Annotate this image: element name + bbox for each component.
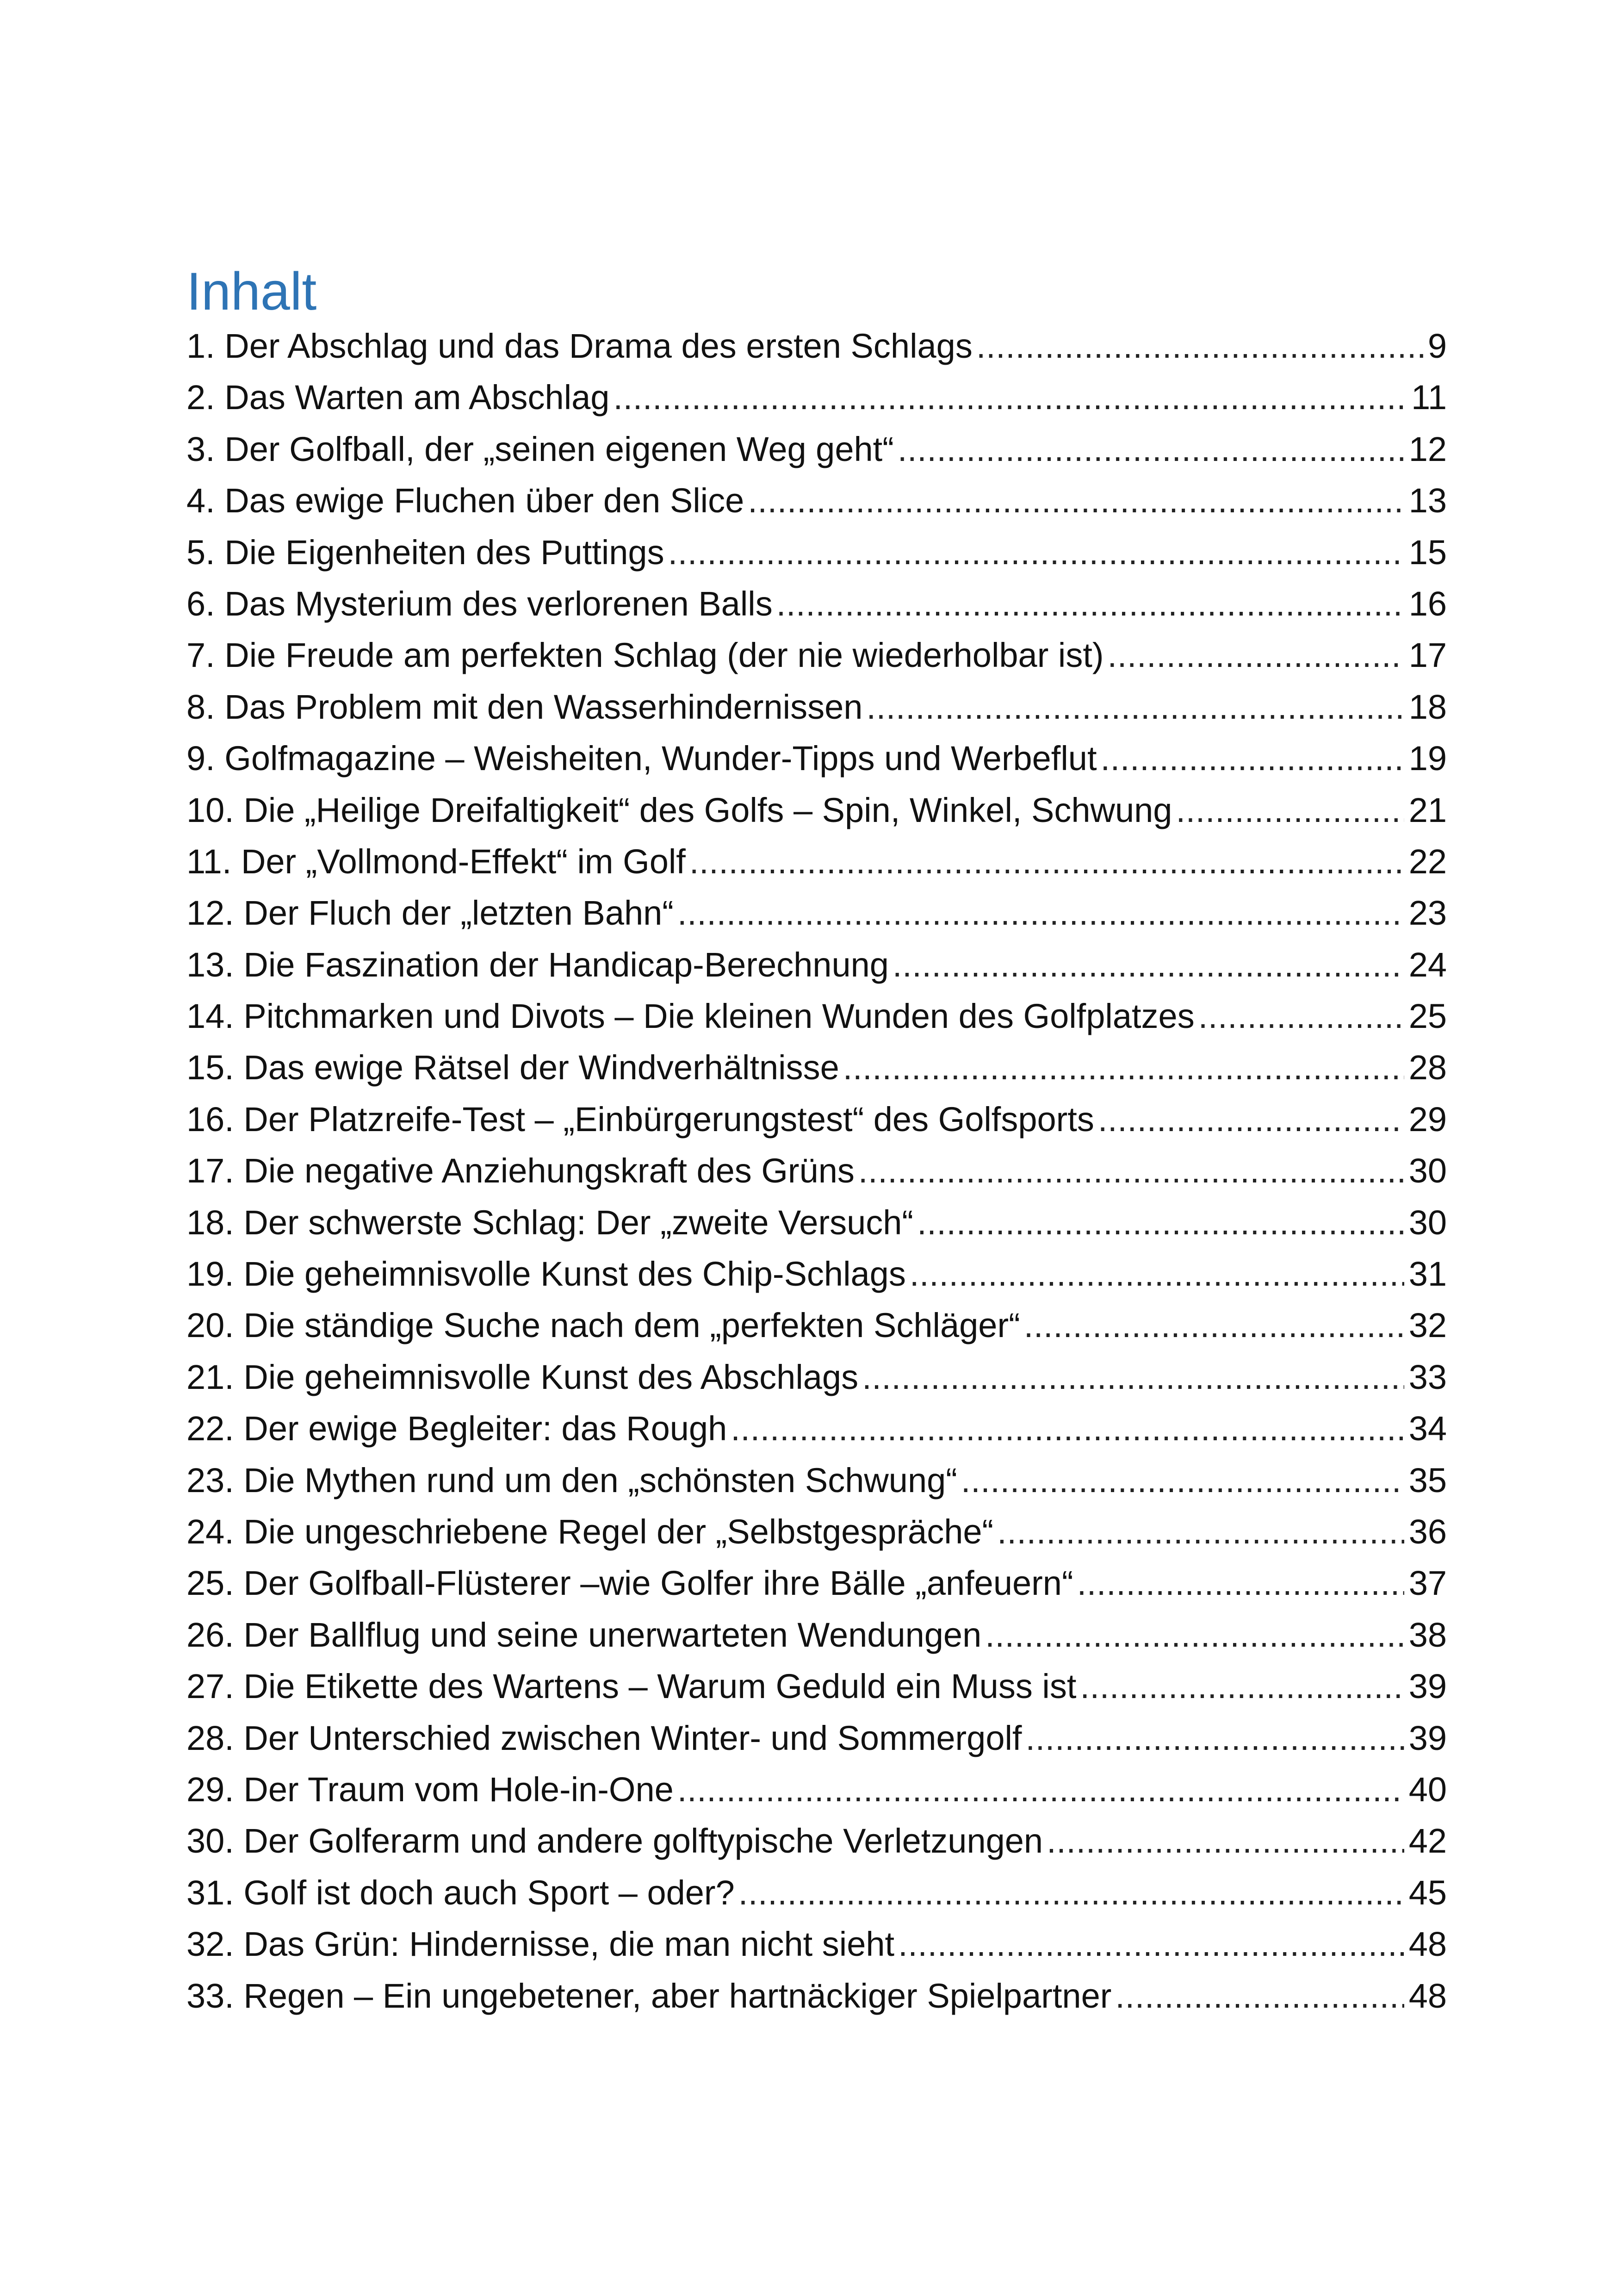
toc-entry-title: 28. Der Unterschied zwischen Winter- und Sommergolf bbox=[186, 1718, 1022, 1757]
toc-entry[interactable] bbox=[186, 475, 1447, 526]
toc-entry-title: 17. Die negative Anziehungskraft des Grüns bbox=[186, 1151, 855, 1190]
toc-dot-leader bbox=[898, 1918, 1404, 1970]
toc-dot-leader bbox=[1108, 629, 1404, 681]
toc-entry-title: 9. Golfmagazine – Weisheiten, Wunder-Tipps und Werbeflut bbox=[186, 739, 1097, 778]
toc-entry-page-number: 35 bbox=[1408, 1461, 1447, 1500]
toc-entry-page-number: 36 bbox=[1408, 1512, 1447, 1551]
toc-entry-page-number: 12 bbox=[1408, 429, 1447, 468]
toc-entry-title: 32. Das Grün: Hindernisse, die man nicht sieht bbox=[186, 1925, 895, 1964]
toc-dot-leader bbox=[668, 527, 1404, 578]
toc-entry-title: 22. Der ewige Begleiter: das Rough bbox=[186, 1409, 727, 1448]
toc-entry-title: 20. Die ständige Suche nach dem „perfekten Schläger“ bbox=[186, 1306, 1020, 1345]
toc-entry[interactable] bbox=[186, 681, 1447, 733]
toc-list bbox=[186, 320, 1447, 2022]
toc-entry-page-number: 48 bbox=[1408, 1976, 1447, 2015]
toc-entry[interactable] bbox=[186, 423, 1447, 475]
toc-entry-page-number: 13 bbox=[1408, 481, 1447, 520]
toc-dot-leader bbox=[1047, 1815, 1404, 1867]
toc-entry-page-number: 30 bbox=[1408, 1203, 1447, 1242]
toc-entry[interactable] bbox=[186, 1042, 1447, 1093]
toc-dot-leader bbox=[862, 1351, 1404, 1403]
toc-entry-page-number: 18 bbox=[1408, 687, 1447, 726]
toc-entry-title: 29. Der Traum vom Hole-in-One bbox=[186, 1770, 674, 1809]
toc-entry[interactable] bbox=[186, 1300, 1447, 1351]
toc-dot-leader bbox=[997, 1506, 1404, 1557]
toc-entry[interactable] bbox=[186, 372, 1447, 423]
toc-dot-leader bbox=[1080, 1661, 1404, 1712]
toc-entry-title: 23. Die Mythen rund um den „schönsten Schwung“ bbox=[186, 1461, 957, 1500]
toc-entry-title: 15. Das ewige Rätsel der Windverhältnisse bbox=[186, 1048, 839, 1087]
toc-entry[interactable] bbox=[186, 1145, 1447, 1196]
toc-entry[interactable] bbox=[186, 887, 1447, 939]
toc-dot-leader bbox=[866, 681, 1404, 733]
table-of-contents bbox=[186, 250, 1447, 2022]
toc-entry-page-number: 39 bbox=[1408, 1667, 1447, 1706]
toc-dot-leader bbox=[689, 836, 1404, 887]
toc-entry[interactable] bbox=[186, 1609, 1447, 1661]
toc-dot-leader bbox=[1176, 784, 1404, 836]
toc-entry[interactable] bbox=[186, 629, 1447, 681]
toc-entry-page-number: 17 bbox=[1408, 636, 1447, 675]
toc-entry-page-number: 33 bbox=[1408, 1357, 1447, 1396]
toc-entry-page-number: 28 bbox=[1408, 1048, 1447, 1087]
toc-entry-page-number: 22 bbox=[1408, 842, 1447, 881]
toc-entry-title: 27. Die Etikette des Wartens – Warum Geduld ein Muss ist bbox=[186, 1667, 1077, 1706]
toc-entry-title: 25. Der Golfball-Flüsterer –wie Golfer ihre Bälle „anfeuern“ bbox=[186, 1564, 1073, 1603]
toc-entry-page-number: 16 bbox=[1408, 584, 1447, 623]
toc-entry-page-number: 37 bbox=[1408, 1564, 1447, 1603]
toc-entry[interactable] bbox=[186, 320, 1447, 372]
toc-entry-title: 31. Golf ist doch auch Sport – oder? bbox=[186, 1873, 735, 1912]
toc-entry[interactable] bbox=[186, 1918, 1447, 1970]
toc-dot-leader bbox=[731, 1403, 1404, 1454]
toc-entry-page-number: 25 bbox=[1408, 997, 1447, 1036]
toc-entry-title: 6. Das Mysterium des verlorenen Balls bbox=[186, 584, 773, 623]
toc-entry-title: 21. Die geheimnisvolle Kunst des Abschlags bbox=[186, 1357, 859, 1396]
toc-entry-title: 12. Der Fluch der „letzten Bahn“ bbox=[186, 894, 674, 933]
toc-entry-page-number: 19 bbox=[1408, 739, 1447, 778]
toc-entry[interactable] bbox=[186, 578, 1447, 629]
toc-entry[interactable] bbox=[186, 1094, 1447, 1145]
toc-dot-leader bbox=[843, 1042, 1404, 1093]
toc-entry-page-number: 38 bbox=[1408, 1615, 1447, 1654]
toc-entry[interactable] bbox=[186, 1867, 1447, 1918]
toc-entry-title: 19. Die geheimnisvolle Kunst des Chip-Schlags bbox=[186, 1255, 906, 1294]
toc-entry-page-number: 42 bbox=[1408, 1822, 1447, 1860]
toc-entry-title: 26. Der Ballflug und seine unerwarteten Wendungen bbox=[186, 1615, 982, 1654]
toc-entry-title: 5. Die Eigenheiten des Puttings bbox=[186, 533, 664, 572]
toc-dot-leader bbox=[748, 475, 1404, 526]
toc-dot-leader bbox=[1077, 1557, 1404, 1609]
toc-entry-title: 7. Die Freude am perfekten Schlag (der nie wiederholbar ist) bbox=[186, 636, 1104, 675]
toc-entry-title: 11. Der „Vollmond-Effekt“ im Golf bbox=[186, 842, 686, 881]
toc-entry-title: 30. Der Golferarm und andere golftypische Verletzungen bbox=[186, 1822, 1043, 1860]
toc-entry-page-number: 23 bbox=[1408, 894, 1447, 933]
toc-dot-leader bbox=[1198, 990, 1404, 1042]
toc-entry[interactable] bbox=[186, 733, 1447, 784]
toc-entry-page-number: 24 bbox=[1408, 945, 1447, 984]
toc-entry-page-number: 45 bbox=[1408, 1873, 1447, 1912]
toc-entry-page-number: 31 bbox=[1408, 1255, 1447, 1294]
toc-dot-leader bbox=[677, 1764, 1404, 1815]
toc-entry[interactable] bbox=[186, 1506, 1447, 1557]
toc-dot-leader bbox=[976, 320, 1423, 372]
toc-entry[interactable] bbox=[186, 1712, 1447, 1764]
toc-entry[interactable] bbox=[186, 1248, 1447, 1300]
toc-dot-leader bbox=[1025, 1712, 1404, 1764]
toc-dot-leader bbox=[1024, 1300, 1404, 1351]
toc-dot-leader bbox=[1098, 1094, 1404, 1145]
toc-entry[interactable] bbox=[186, 939, 1447, 990]
toc-entry-page-number: 40 bbox=[1408, 1770, 1447, 1809]
toc-entry-title: 4. Das ewige Fluchen über den Slice bbox=[186, 481, 744, 520]
toc-entry[interactable] bbox=[186, 1970, 1447, 2022]
toc-dot-leader bbox=[776, 578, 1404, 629]
toc-entry[interactable] bbox=[186, 1815, 1447, 1867]
toc-entry[interactable] bbox=[186, 1557, 1447, 1609]
toc-entry[interactable] bbox=[186, 1764, 1447, 1815]
toc-entry[interactable] bbox=[186, 990, 1447, 1042]
toc-dot-leader bbox=[1101, 733, 1404, 784]
toc-dot-leader bbox=[898, 423, 1404, 475]
toc-entry-page-number: 34 bbox=[1408, 1409, 1447, 1448]
toc-entry-title: 1. Der Abschlag und das Drama des ersten Schlags bbox=[186, 327, 973, 365]
toc-entry-page-number: 15 bbox=[1408, 533, 1447, 572]
toc-entry-page-number: 11 bbox=[1411, 378, 1447, 417]
toc-entry-page-number: 9 bbox=[1427, 327, 1447, 365]
toc-entry[interactable] bbox=[186, 1661, 1447, 1712]
toc-entry-title: 18. Der schwerste Schlag: Der „zweite Versuch“ bbox=[186, 1203, 914, 1242]
toc-entry-page-number: 39 bbox=[1408, 1718, 1447, 1757]
toc-entry[interactable] bbox=[186, 527, 1447, 578]
toc-entry[interactable] bbox=[186, 1351, 1447, 1403]
toc-entry-page-number: 21 bbox=[1408, 790, 1447, 829]
toc-entry-title: 3. Der Golfball, der „seinen eigenen Weg geht“ bbox=[186, 429, 894, 468]
toc-entry-title: 8. Das Problem mit den Wasserhindernissen bbox=[186, 687, 863, 726]
toc-entry-title: 14. Pitchmarken und Divots – Die kleinen Wunden des Golfplatzes bbox=[186, 997, 1195, 1036]
toc-entry-title: 33. Regen – Ein ungebetener, aber hartnäckiger Spielpartner bbox=[186, 1976, 1112, 2015]
toc-entry[interactable] bbox=[186, 1197, 1447, 1248]
toc-entry-title: 13. Die Faszination der Handicap-Berechnung bbox=[186, 945, 889, 984]
toc-dot-leader bbox=[613, 372, 1407, 423]
toc-dot-leader bbox=[985, 1609, 1404, 1661]
toc-dot-leader bbox=[917, 1197, 1404, 1248]
toc-entry[interactable] bbox=[186, 1403, 1447, 1454]
toc-dot-leader bbox=[961, 1455, 1404, 1506]
toc-heading: Inhalt bbox=[186, 262, 317, 321]
toc-entry[interactable] bbox=[186, 784, 1447, 836]
toc-dot-leader bbox=[858, 1145, 1404, 1196]
toc-entry-page-number: 32 bbox=[1408, 1306, 1447, 1345]
toc-dot-leader bbox=[738, 1867, 1404, 1918]
toc-dot-leader bbox=[893, 939, 1404, 990]
toc-entry[interactable] bbox=[186, 836, 1447, 887]
toc-entry[interactable] bbox=[186, 1455, 1447, 1506]
toc-entry-page-number: 30 bbox=[1408, 1151, 1447, 1190]
toc-entry-page-number: 48 bbox=[1408, 1925, 1447, 1964]
toc-dot-leader bbox=[677, 887, 1404, 939]
toc-entry-page-number: 29 bbox=[1408, 1100, 1447, 1139]
toc-dot-leader bbox=[910, 1248, 1404, 1300]
toc-entry-title: 24. Die ungeschriebene Regel der „Selbstgespräche“ bbox=[186, 1512, 994, 1551]
toc-entry-title: 16. Der Platzreife-Test – „Einbürgerungstest“ des Golfsports bbox=[186, 1100, 1094, 1139]
toc-entry-title: 2. Das Warten am Abschlag bbox=[186, 378, 610, 417]
toc-entry-title: 10. Die „Heilige Dreifaltigkeit“ des Golfs – Spin, Winkel, Schwung bbox=[186, 790, 1172, 829]
toc-dot-leader bbox=[1115, 1970, 1404, 2022]
